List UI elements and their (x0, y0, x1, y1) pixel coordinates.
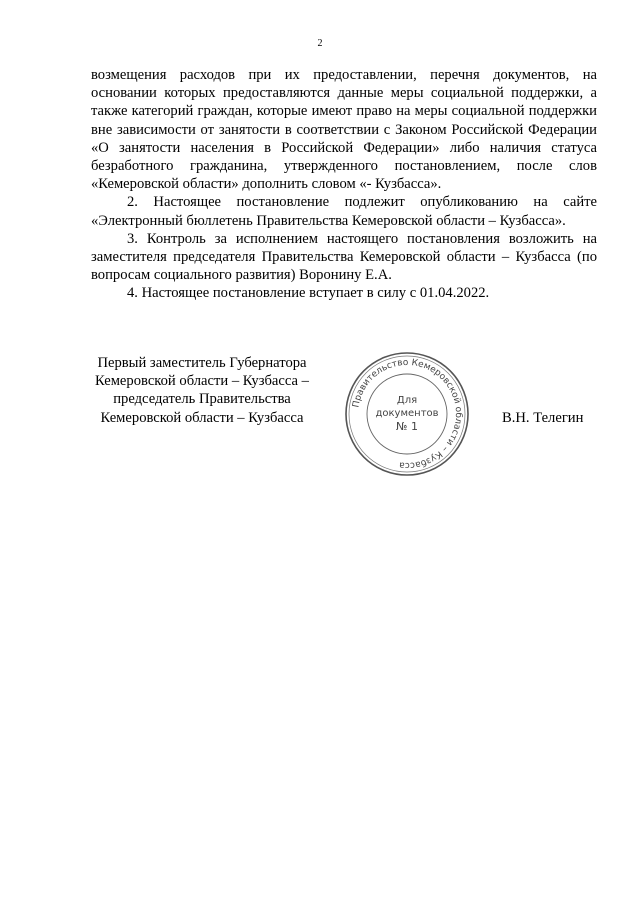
seal-center-line: № 1 (396, 420, 418, 433)
seal-center-line: документов (375, 408, 439, 419)
signatory-position (86, 354, 318, 427)
signer-name: В.Н. Телегин (502, 410, 584, 426)
position-line: председатель Правительства (113, 391, 291, 408)
paragraph-4-effective-date: 4. Настоящее постановление вступает в силу с 01.04.2022. (127, 285, 490, 302)
seal-ring-path: Правительство Кемеровской области – Кузбасса (351, 357, 464, 471)
position-line: Кемеровской области – Кузбасса – (95, 373, 309, 390)
paragraph-continuation: возмещения расходов при их предоставлении, перечня документов, на основании которых предоставляются данные меры социальной поддержки, а также категорий граждан, которые имеют право на меры социальной поддержки вне зависимости от занятости в соответствии с Законом Российской Федерации «О занятости населения в Российской Федерации» либо наличия статуса безработного гражданина, утвержденного постановлением, после слов «Кемеровской области» дополнить словом «- Кузбасса». (91, 67, 597, 193)
page-number: 2 (317, 38, 323, 49)
paragraph-2-publication: 2. Настоящее постановление подлежит опубликованию на сайте «Электронный бюллетень Правительства Кемеровской области – Кузбасса». (91, 194, 597, 229)
document-body (91, 66, 597, 303)
official-seal-stamp (343, 350, 471, 478)
paragraph-3-control: 3. Контроль за исполнением настоящего постановления возложить на заместителя председателя Правительства Кемеровской области – Кузбасса (по вопросам социального развития) Воронину Е.А. (91, 230, 597, 284)
position-line: Кемеровской области – Кузбасса (100, 409, 304, 426)
position-line: Первый заместитель Губернатора (97, 355, 307, 371)
seal-center-line: Для (396, 395, 418, 406)
